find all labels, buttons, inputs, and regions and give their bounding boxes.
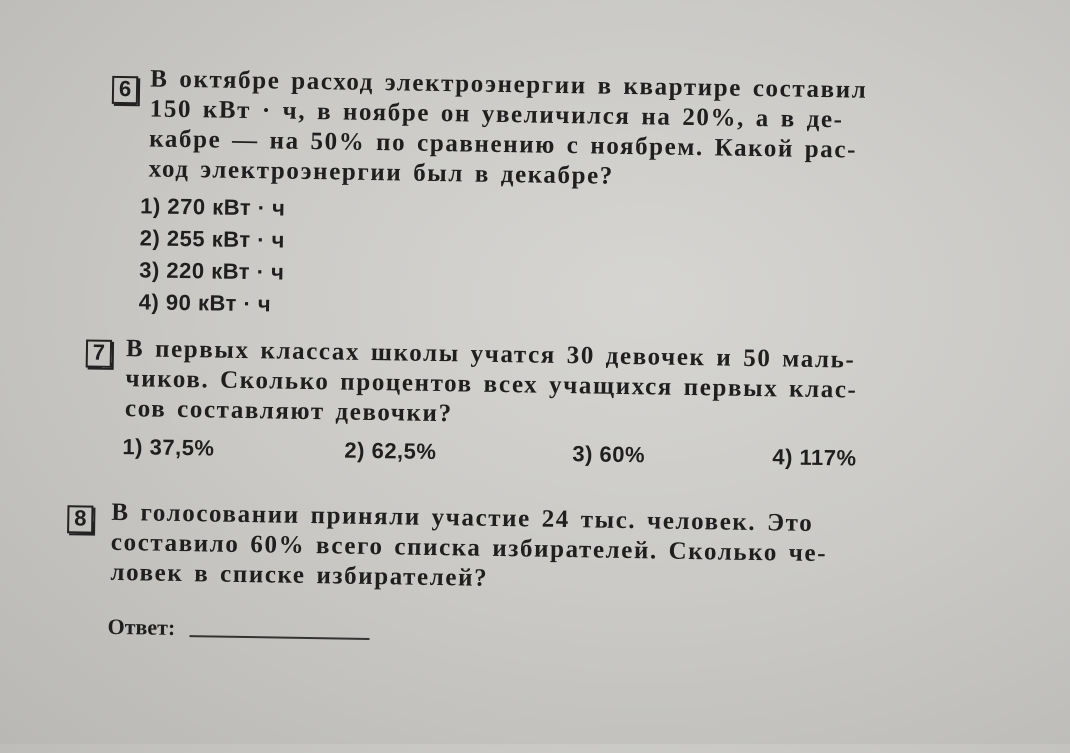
answer-row [107,614,945,653]
question-line: 150 кВт · ч, в ноябре он увеличился на 20%, а в де- [149,95,844,134]
answer-blank-field[interactable] [189,635,369,640]
task-6-question [149,64,943,196]
task-number-7: 7 [86,339,112,367]
task-6 [108,64,942,331]
question-line: ловек в списке избирателей? [110,558,489,592]
question-line: В октябре расход электроэнергии в квартире составил [150,65,868,104]
question-line: ход электроэнергии был в декабре? [148,155,615,190]
question-line: кабре — на 50% по сравнению с ноябрем. Какой рас- [149,125,858,164]
task-number-8: 8 [67,505,93,533]
task-8-question [110,498,947,601]
answer-option-1[interactable]: 1) 37,5% [122,434,215,461]
answer-option-2[interactable]: 2) 62,5% [344,437,437,465]
answer-option-3[interactable]: 3) 220 кВт · ч [139,257,285,285]
answer-label: Ответ: [107,613,176,640]
task-8 [65,497,947,653]
question-line: В голосовании приняли участие 24 тыс. человек. Это [111,498,814,537]
answer-option-4[interactable]: 4) 117% [772,444,857,471]
question-line: чиков. Сколько процентов всех учащихся первых клас- [125,365,858,404]
task-number-6: 6 [112,76,138,104]
task-7-question [125,334,936,437]
answer-option-4[interactable]: 4) 90 кВт · ч [138,289,272,317]
question-line: сов составляют девочки? [124,395,453,428]
question-line: В первых классах школы учатся 30 девочек и 50 маль- [125,335,856,374]
question-line: составило 60% всего списка избирателей. Сколько че- [110,528,828,568]
answer-option-1[interactable]: 1) 270 кВт · ч [140,193,286,221]
task-6-options [138,190,940,331]
answer-option-2[interactable]: 2) 255 кВт · ч [139,225,286,253]
answer-option-3[interactable]: 3) 60% [572,441,646,468]
task-7 [84,333,936,478]
task-7-options [122,434,922,479]
